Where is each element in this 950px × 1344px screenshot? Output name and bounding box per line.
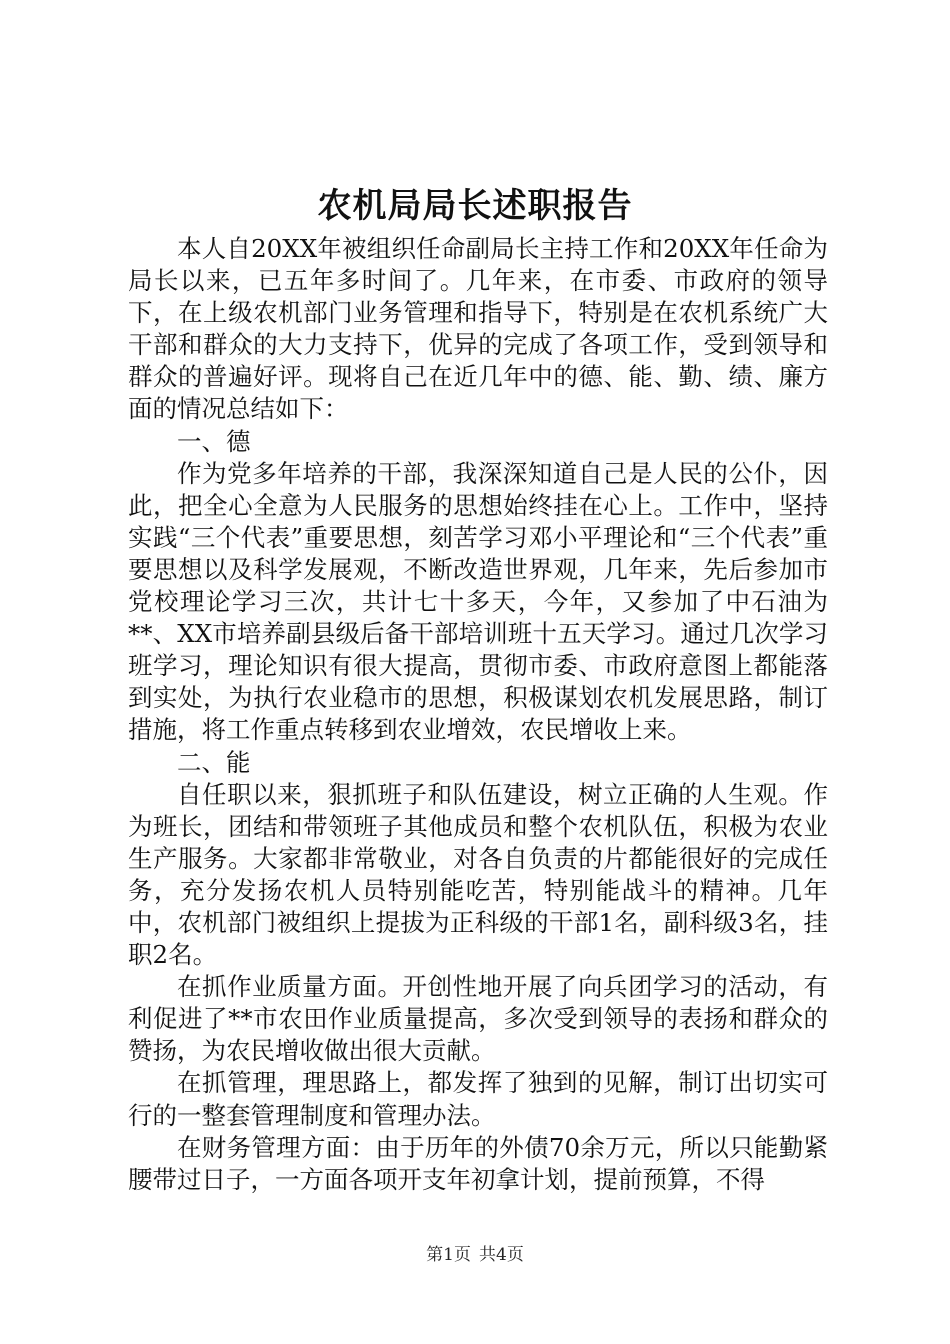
section-heading-de: 一、德 <box>177 426 251 456</box>
document-title: 农机局局长述职报告 <box>317 186 633 226</box>
document-body <box>128 233 828 1196</box>
page-footer <box>0 1243 950 1267</box>
page-number: 第1页 <box>426 1245 471 1265</box>
paragraph-management: 在抓管理，理思路上，都发挥了独到的见解，制订出切实可行的一整套管理制度和管理办法。 <box>128 1068 828 1130</box>
paragraph-quality: 在抓作业质量方面。开创性地开展了向兵团学习的活动，有利促进了**市农田作业质量提高，多次受到领导的表扬和群众的赞扬，为农民增收做出很大贡献。 <box>128 972 828 1066</box>
page-total: 共4页 <box>479 1245 524 1265</box>
paragraph-finance: 在财务管理方面：由于历年的外债70余万元，所以只能勤紧腰带过日子，一方面各项开支年初拿计划，提前预算，不得 <box>128 1132 828 1194</box>
paragraph-neng: 自任职以来，狠抓班子和队伍建设，树立正确的人生观。作为班长，团结和带领班子其他成员和整个农机队伍，积极为农业生产服务。大家都非常敬业，对各自负责的片都能很好的完成任务，充分发扬农机人员特别能吃苦，特别能战斗的精神。几年中，农机部门被组织上提拔为正科级的干部1名，副科级3名，挂职2名。 <box>128 779 828 970</box>
paragraph-de: 作为党多年培养的干部，我深深知道自己是人民的公仆，因此，把全心全意为人民服务的思想始终挂在心上。工作中，坚持实践“三个代表”重要思想，刻苦学习邓小平理论和“三个代表”重要思想以及科学发展观，不断改造世界观，几年来，先后参加市党校理论学习三次，共计七十多天，今年，又参加了中石油为**、XX市培养副县级后备干部培训班十五天学习。通过几次学习班学习，理论知识有很大提高，贯彻市委、市政府意图上都能落到实处，为执行农业稳市的思想，积极谋划农机发展思路，制订措施，将工作重点转移到农业增效，农民增收上来。 <box>128 458 828 745</box>
paragraph-intro: 本人自20XX年被组织任命副局长主持工作和20XX年任命为局长以来，已五年多时间了。几年来，在市委、市政府的领导下，在上级农机部门业务管理和指导下，特别是在农机系统广大干部和群众的大力支持下，优异的完成了各项工作，受到领导和群众的普遍好评。现将自己在近几年中的德、能、勤、绩、廉方面的情况总结如下： <box>128 234 828 424</box>
section-heading-neng: 二、能 <box>177 747 251 777</box>
